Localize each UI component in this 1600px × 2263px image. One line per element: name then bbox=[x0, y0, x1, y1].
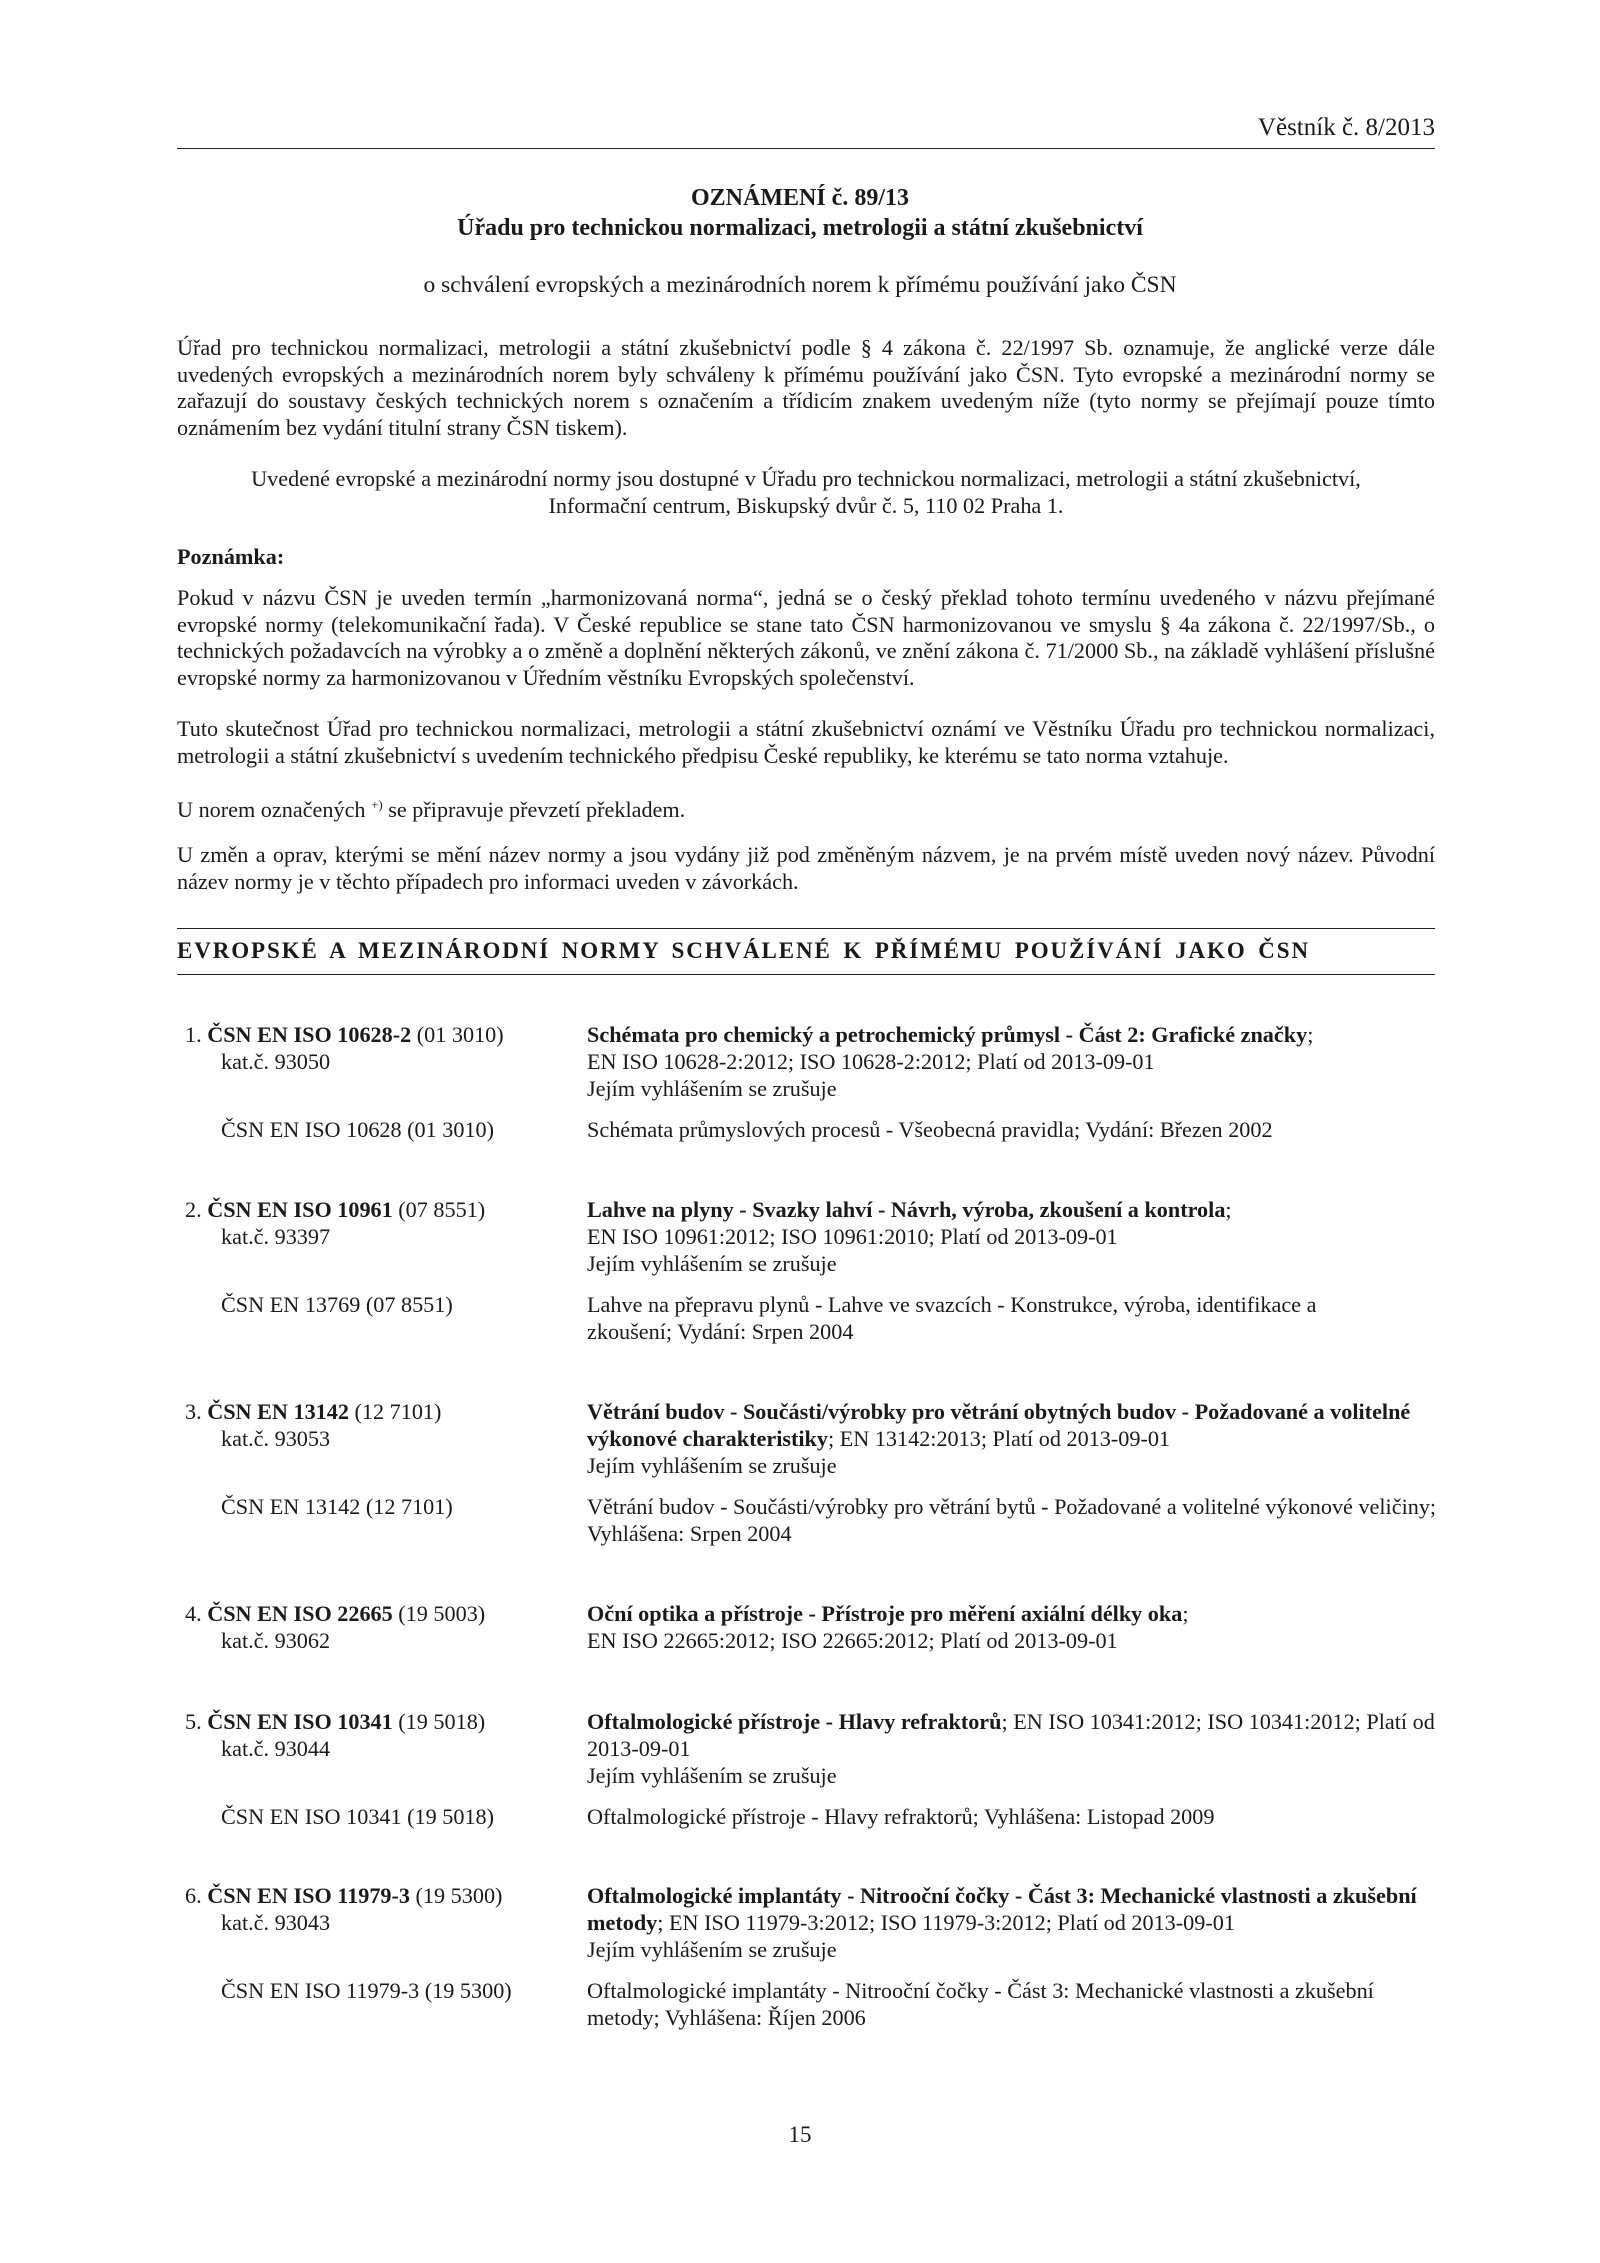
entry-5-description bbox=[587, 1708, 1437, 1789]
issuing-office: Úřadu pro technickou normalizaci, metrologii a státní zkušebnictví bbox=[457, 215, 1143, 241]
entry-3-identifier bbox=[185, 1398, 570, 1452]
standard-details: EN ISO 10961:2012; ISO 10961:2010; Platí od 2013-09-01 bbox=[587, 1224, 1118, 1249]
entry-1-replaced-title: Schémata průmyslových procesů - Všeobecná pravidla; Vydání: Březen 2002 bbox=[587, 1117, 1273, 1142]
classification-mark: (19 5018) bbox=[392, 1709, 486, 1734]
entry-5-identifier bbox=[185, 1708, 570, 1762]
section-rule-bottom bbox=[177, 974, 1435, 975]
cancels-note: Jejím vyhlášením se zrušuje bbox=[587, 1763, 837, 1788]
translation-mark: +) bbox=[371, 797, 383, 812]
entry-4-identifier bbox=[185, 1600, 570, 1654]
entry-2-identifier bbox=[185, 1196, 570, 1250]
entry-6-description bbox=[587, 1882, 1427, 1963]
title-suffix: ; bbox=[1307, 1022, 1314, 1047]
announcement-title: OZNÁMENÍ č. 89/13 bbox=[691, 185, 909, 211]
classification-mark: (01 3010) bbox=[411, 1022, 504, 1047]
note-paragraph-harmonized: Pokud v názvu ČSN je uveden termín „harmonizovaná norma“, jedná se o český překlad tohoto termínu uvedeného v názvu přejímané evropské normy (telekomunikační řada). V České republice se stane tato ČSN harmonizovanou ve smyslu § 4a zákona č. 22/1997/Sb., o technických požadavcích na výrobky a o změně a doplnění některých zákonů, ve znění zákona č. 71/2000 Sb., na základě vyhlášení příslušné evropské normy za harmonizovanou v Úředním věstníku Evropských společenství. bbox=[177, 585, 1435, 690]
entry-number: 5. bbox=[185, 1709, 208, 1734]
classification-mark: (19 5300) bbox=[410, 1883, 503, 1908]
announcement-subject: o schválení evropských a mezinárodních norem k přímému používání jako ČSN bbox=[423, 272, 1177, 298]
standard-title: Lahve na plyny - Svazky lahví - Návrh, výroba, zkoušení a kontrola bbox=[587, 1197, 1226, 1222]
catalog-number: kat.č. 93044 bbox=[221, 1736, 331, 1761]
note-paragraph-translation bbox=[177, 792, 1435, 824]
standard-title: Schémata pro chemický a petrochemický průmysl - Část 2: Grafické značky bbox=[587, 1022, 1308, 1047]
standard-title: Oftalmologické implantáty - Nitrooční čočky - Část 3: Mechanické vlastnosti a zkušební metody bbox=[587, 1883, 1417, 1935]
title-suffix: ; EN ISO 11979-3:2012; ISO 11979-3:2012; Platí od 2013-09-01 bbox=[657, 1910, 1235, 1935]
classification-mark: (12 7101) bbox=[348, 1399, 442, 1424]
translation-text-start: U norem označených bbox=[177, 797, 372, 822]
availability-line-2: Informační centrum, Biskupský dvůr č. 5, 110 02 Praha 1. bbox=[548, 492, 1064, 518]
title-suffix: ; EN ISO 10341:2012; ISO 10341:2012; Platí od 2013-09-01 bbox=[587, 1709, 1435, 1761]
entry-number: 1. bbox=[185, 1022, 208, 1047]
entry-6-replaced-code: ČSN EN ISO 11979-3 (19 5300) bbox=[221, 1978, 512, 2003]
running-header bbox=[177, 110, 1435, 149]
availability-line-1: Uvedené evropské a mezinárodní normy jsou dostupné v Úřadu pro technickou normalizaci, metrologii a státní zkušebnictví, bbox=[251, 466, 1361, 491]
cancels-note: Jejím vyhlášením se zrušuje bbox=[587, 1937, 837, 1962]
entry-2-description bbox=[587, 1196, 1437, 1277]
section-rule-top bbox=[177, 928, 1435, 929]
entry-1-replaced-code: ČSN EN ISO 10628 (01 3010) bbox=[221, 1117, 495, 1142]
translation-text-end: se připravuje převzetí překladem. bbox=[382, 797, 686, 822]
standard-code: ČSN EN ISO 11979-3 bbox=[207, 1883, 410, 1908]
entry-5-replaced-title: Oftalmologické přístroje - Hlavy refraktorů; Vyhlášena: Listopad 2009 bbox=[587, 1804, 1215, 1829]
standard-code: ČSN EN ISO 10341 bbox=[207, 1709, 393, 1734]
entry-number: 2. bbox=[185, 1197, 208, 1222]
standard-code: ČSN EN 13142 bbox=[207, 1399, 349, 1424]
entry-3-replaced-code: ČSN EN 13142 (12 7101) bbox=[221, 1494, 453, 1519]
note-paragraph-title-changes: U změn a oprav, kterými se mění název normy a jsou vydány již pod změněným názvem, je na prvém místě uveden nový název. Původní název normy je v těchto případech pro informaci uveden v závorkách. bbox=[177, 842, 1435, 894]
entry-number: 3. bbox=[185, 1399, 208, 1424]
entry-2-replaced-code: ČSN EN 13769 (07 8551) bbox=[221, 1292, 453, 1317]
intro-paragraph: Úřad pro technickou normalizaci, metrologii a státní zkušebnictví podle § 4 zákona č. 22/1997 Sb. oznamuje, že anglické verze dále uvedených evropských a mezinárodních norem byly schváleny k přímému používání jako ČSN. Tyto evropské a mezinárodní normy se zařazují do soustavy českých technických norem s označením a třídicím znakem uvedeným níže (tyto normy se přejímají pouze tímto oznámením bez vydání titulní strany ČSN tiskem). bbox=[177, 335, 1435, 440]
catalog-number: kat.č. 93050 bbox=[221, 1049, 331, 1074]
standard-title: Oční optika a přístroje - Přístroje pro měření axiální délky oka bbox=[587, 1601, 1183, 1626]
availability-notice bbox=[177, 466, 1435, 519]
catalog-number: kat.č. 93043 bbox=[221, 1910, 331, 1935]
standard-title: Oftalmologické přístroje - Hlavy refraktorů bbox=[587, 1709, 1002, 1734]
entry-6-identifier bbox=[185, 1882, 570, 1936]
catalog-number: kat.č. 93053 bbox=[221, 1426, 331, 1451]
entry-1-identifier bbox=[185, 1021, 570, 1075]
entry-number: 6. bbox=[185, 1883, 208, 1908]
standard-details: EN ISO 22665:2012; ISO 22665:2012; Platí od 2013-09-01 bbox=[587, 1628, 1118, 1653]
entry-number: 4. bbox=[185, 1601, 208, 1626]
title-suffix: ; EN 13142:2013; Platí od 2013-09-01 bbox=[827, 1426, 1171, 1451]
journal-issue: Věstník č. 8/2013 bbox=[1257, 114, 1435, 141]
entry-6-replaced-title: Oftalmologické implantáty - Nitrooční čočky - Část 3: Mechanické vlastnosti a zkušební metody; Vyhlášena: Říjen 2006 bbox=[587, 1978, 1374, 2030]
note-label: Poznámka: bbox=[177, 544, 285, 569]
classification-mark: (19 5003) bbox=[392, 1601, 486, 1626]
entry-5-replaced-code: ČSN EN ISO 10341 (19 5018) bbox=[221, 1804, 495, 1829]
standard-title: Větrání budov - Součásti/výrobky pro větrání obytných budov - Požadované a volitelné výkonové charakteristiky bbox=[587, 1399, 1411, 1451]
cancels-note: Jejím vyhlášením se zrušuje bbox=[587, 1076, 837, 1101]
entry-1-description bbox=[587, 1021, 1437, 1102]
standard-details: EN ISO 10628-2:2012; ISO 10628-2:2012; Platí od 2013-09-01 bbox=[587, 1049, 1155, 1074]
title-suffix: ; bbox=[1182, 1601, 1189, 1626]
entry-4-description bbox=[587, 1600, 1437, 1654]
standard-code: ČSN EN ISO 10961 bbox=[207, 1197, 393, 1222]
cancels-note: Jejím vyhlášením se zrušuje bbox=[587, 1251, 837, 1276]
catalog-number: kat.č. 93062 bbox=[221, 1628, 331, 1653]
entry-2-replaced-title: Lahve na přepravu plynů - Lahve ve svazcích - Konstrukce, výroba, identifikace a zkoušení; Vydání: Srpen 2004 bbox=[587, 1292, 1317, 1344]
catalog-number: kat.č. 93397 bbox=[221, 1224, 331, 1249]
cancels-note: Jejím vyhlášením se zrušuje bbox=[587, 1453, 837, 1478]
standard-code: ČSN EN ISO 22665 bbox=[207, 1601, 393, 1626]
entry-3-description bbox=[587, 1398, 1437, 1479]
standard-code: ČSN EN ISO 10628-2 bbox=[207, 1022, 412, 1047]
page-number: 15 bbox=[788, 2122, 812, 2147]
entry-3-replaced-title: Větrání budov - Součásti/výrobky pro větrání bytů - Požadované a volitelné výkonové veličiny; Vyhlášena: Srpen 2004 bbox=[587, 1494, 1437, 1546]
note-paragraph-announcement: Tuto skutečnost Úřad pro technickou normalizaci, metrologii a státní zkušebnictví oznámí ve Věstníku Úřadu pro technickou normalizaci, metrologii a státní zkušebnictví s uvedením technického předpisu České republiky, ke kterému se tato norma vztahuje. bbox=[177, 716, 1435, 768]
classification-mark: (07 8551) bbox=[392, 1197, 486, 1222]
title-suffix: ; bbox=[1225, 1197, 1232, 1222]
section-heading: EVROPSKÉ A MEZINÁRODNÍ NORMY SCHVÁLENÉ K PŘÍMÉMU POUŽÍVÁNÍ JAKO ČSN bbox=[177, 938, 1310, 963]
